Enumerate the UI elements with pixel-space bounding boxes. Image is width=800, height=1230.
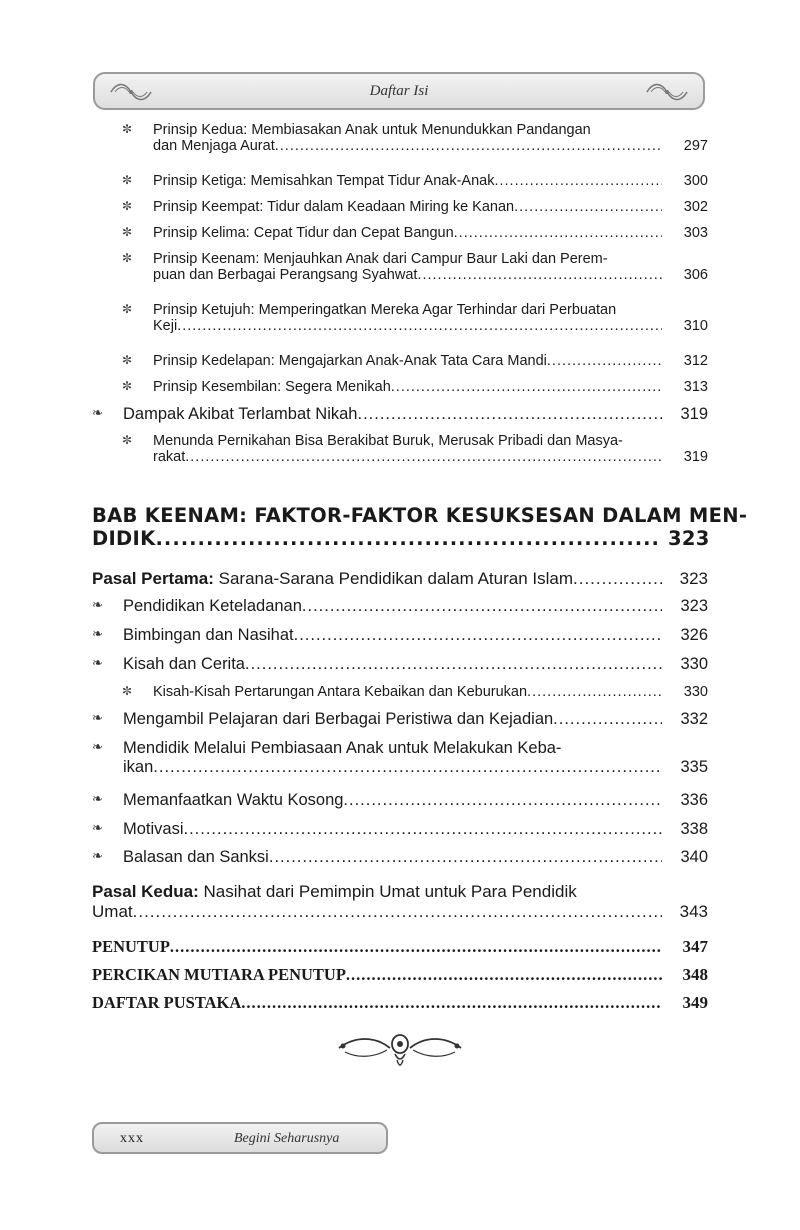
asterisk-bullet-icon: ✼ [122, 251, 133, 265]
asterisk-bullet-icon: ✼ [122, 122, 133, 136]
ornament-arrow-bullet-icon: ❧ [92, 626, 103, 641]
dot-leader [170, 937, 662, 957]
page-number: 332 [680, 710, 708, 728]
page-number: 347 [682, 937, 708, 956]
end-flourish-ornament-icon [335, 1028, 465, 1074]
dot-leader [454, 225, 662, 241]
dot-leader [514, 199, 662, 215]
entry-text: Balasan dan Sanksi [123, 848, 269, 866]
toc-entry-penutup[interactable] [92, 937, 708, 957]
dot-leader [153, 758, 662, 777]
toc-entry[interactable] [92, 739, 708, 777]
toc-entry[interactable] [92, 199, 708, 215]
dot-leader [547, 353, 662, 369]
dot-leader [391, 379, 662, 395]
entry-text: Prinsip Kedelapan: Mengajarkan Anak-Anak Tata Cara Mandi [153, 353, 547, 369]
asterisk-bullet-icon: ✼ [122, 433, 133, 447]
entry-text: PENUTUP [92, 937, 170, 956]
dot-leader [346, 965, 662, 985]
dot-leader [241, 993, 662, 1013]
section-title: Sarana-Sarana Pendidikan dalam Aturan Islam [213, 569, 574, 588]
asterisk-bullet-icon: ✼ [122, 302, 133, 316]
chapter-title: DIDIK [92, 527, 156, 550]
dot-leader [553, 710, 662, 729]
toc-entry[interactable] [92, 626, 708, 645]
entry-text: Prinsip Keempat: Tidur dalam Keadaan Miring ke Kanan [153, 199, 515, 215]
asterisk-bullet-icon: ✼ [122, 379, 133, 393]
entry-text: Kisah dan Cerita [123, 655, 245, 673]
entry-text: Prinsip Kelima: Cepat Tidur dan Cepat Bangun [153, 225, 454, 241]
page-number: 348 [682, 965, 708, 984]
section-title: Umat [92, 902, 133, 921]
toc-entry-daftar-pustaka[interactable] [92, 993, 708, 1013]
dot-leader [417, 267, 662, 283]
entry-text: Bimbingan dan Nasihat [123, 626, 294, 644]
dot-leader [275, 138, 662, 154]
entry-text: DAFTAR PUSTAKA [92, 993, 242, 1012]
asterisk-bullet-icon: ✼ [122, 173, 133, 187]
page-number: 310 [683, 318, 708, 334]
page-number: 312 [683, 353, 708, 369]
entry-text-line1: Prinsip Ketujuh: Memperingatkan Mereka Agar Terhindar dari Perbuatan [153, 302, 617, 318]
ornament-arrow-bullet-icon: ❧ [92, 710, 103, 725]
section-label: Pasal Pertama: [92, 569, 214, 588]
asterisk-bullet-icon: ✼ [122, 199, 133, 213]
entry-text: Motivasi [123, 820, 184, 838]
entry-text: Mengambil Pelajaran dari Berbagai Peristiwa dan Kejadian [123, 710, 554, 728]
dot-leader [156, 527, 663, 550]
right-flourish-ornament-icon [643, 80, 691, 104]
ornament-arrow-bullet-icon: ❧ [92, 655, 103, 670]
entry-text: Prinsip Kesembilan: Segera Menikah [153, 379, 391, 395]
dot-leader [133, 902, 662, 922]
entry-text-line1: Prinsip Keenam: Menjauhkan Anak dari Campur Baur Laki dan Perem- [153, 251, 608, 267]
page-number: 330 [680, 655, 708, 673]
dot-leader [185, 449, 662, 465]
page-number: 302 [683, 199, 708, 215]
section-heading[interactable] [92, 569, 708, 589]
entry-text: Keji [153, 318, 178, 334]
toc-entry[interactable] [92, 684, 708, 700]
toc-entry[interactable] [92, 597, 708, 616]
chapter-title-line1: BAB KEENAM: FAKTOR-FAKTOR KESUKSESAN DALAM MEN- [92, 504, 748, 527]
toc-entry-percikan[interactable] [92, 965, 708, 985]
toc-entry[interactable] [92, 710, 708, 729]
section-heading[interactable] [92, 882, 708, 922]
asterisk-bullet-icon: ✼ [122, 353, 133, 367]
dot-leader [177, 318, 662, 334]
footer-banner [92, 1122, 388, 1154]
entry-text-line1: Menunda Pernikahan Bisa Berakibat Buruk, Merusak Pribadi dan Masya- [153, 433, 623, 449]
page-number: 349 [682, 993, 708, 1012]
dot-leader [573, 569, 662, 589]
toc-entry[interactable] [92, 433, 708, 465]
entry-text: PERCIKAN MUTIARA PENUTUP [92, 965, 346, 984]
footer-book-title: Begini Seharusnya [234, 1131, 340, 1146]
header-banner [93, 72, 705, 110]
ornament-arrow-bullet-icon: ❧ [92, 405, 103, 420]
entry-text: puan dan Berbagai Perangsang Syahwat [153, 267, 418, 283]
ornament-arrow-bullet-icon: ❧ [92, 739, 103, 754]
dot-leader [184, 820, 662, 839]
dot-leader [245, 655, 662, 674]
toc-entry[interactable] [92, 302, 708, 334]
page-number: 335 [680, 758, 708, 776]
entry-text: ikan [123, 758, 154, 776]
asterisk-bullet-icon: ✼ [122, 225, 133, 239]
entry-text: Memanfaatkan Waktu Kosong [123, 791, 344, 809]
page-number: 303 [683, 225, 708, 241]
toc-entry[interactable] [92, 655, 708, 674]
toc-entry[interactable] [92, 379, 708, 395]
page-number: 319 [680, 405, 708, 423]
entry-text: Pendidikan Keteladanan [123, 597, 302, 615]
page-number: 343 [679, 902, 708, 921]
ornament-arrow-bullet-icon: ❧ [92, 848, 103, 863]
page-number: 326 [680, 626, 708, 644]
page-number: 313 [683, 379, 708, 395]
page-number: 340 [680, 848, 708, 866]
entry-text: Kisah-Kisah Pertarungan Antara Kebaikan dan Keburukan [153, 684, 528, 700]
page-number: 300 [683, 173, 708, 189]
entry-text-line1: Mendidik Melalui Pembiasaan Anak untuk Melakukan Keba- [123, 739, 562, 757]
entry-text: dan Menjaga Aurat [153, 138, 275, 154]
page-number: 336 [680, 791, 708, 809]
page-number: 323 [679, 569, 708, 588]
entry-text: Prinsip Ketiga: Memisahkan Tempat Tidur Anak-Anak [153, 173, 495, 189]
ornament-arrow-bullet-icon: ❧ [92, 597, 103, 612]
running-header-title: Daftar Isi [369, 83, 429, 99]
footer-page-number: xxx [120, 1131, 144, 1146]
toc-entry[interactable] [92, 122, 708, 154]
dot-leader [527, 684, 662, 700]
toc-entry[interactable] [92, 791, 708, 810]
page-number: 323 [680, 597, 708, 615]
entry-text: Dampak Akibat Terlambat Nikah [123, 405, 358, 423]
page-number: 338 [680, 820, 708, 838]
toc-entry[interactable] [92, 848, 708, 867]
page-number: 319 [683, 449, 708, 465]
page-number: 323 [668, 527, 710, 550]
toc-entry[interactable] [92, 225, 708, 241]
section-label: Pasal Kedua: [92, 882, 199, 901]
page-number: 330 [683, 684, 708, 700]
dot-leader [343, 791, 662, 810]
toc-entry[interactable] [92, 251, 708, 283]
toc-entry[interactable] [92, 353, 708, 369]
dot-leader [294, 626, 662, 645]
ornament-arrow-bullet-icon: ❧ [92, 820, 103, 835]
toc-entry[interactable] [92, 405, 708, 424]
chapter-heading[interactable] [92, 504, 748, 550]
toc-entry[interactable] [92, 173, 708, 189]
ornament-arrow-bullet-icon: ❧ [92, 791, 103, 806]
asterisk-bullet-icon: ✼ [122, 684, 133, 698]
dot-leader [357, 405, 662, 424]
section-title-line1: Nasihat dari Pemimpin Umat untuk Para Pendidik [198, 882, 577, 901]
page-number: 306 [683, 267, 708, 283]
dot-leader [302, 597, 662, 616]
dot-leader [494, 173, 662, 189]
entry-text-line1: Prinsip Kedua: Membiasakan Anak untuk Menundukkan Pandangan [153, 122, 591, 138]
page-number: 297 [683, 138, 708, 154]
entry-text: rakat [153, 449, 186, 465]
toc-entry[interactable] [92, 820, 708, 839]
dot-leader [269, 848, 662, 867]
